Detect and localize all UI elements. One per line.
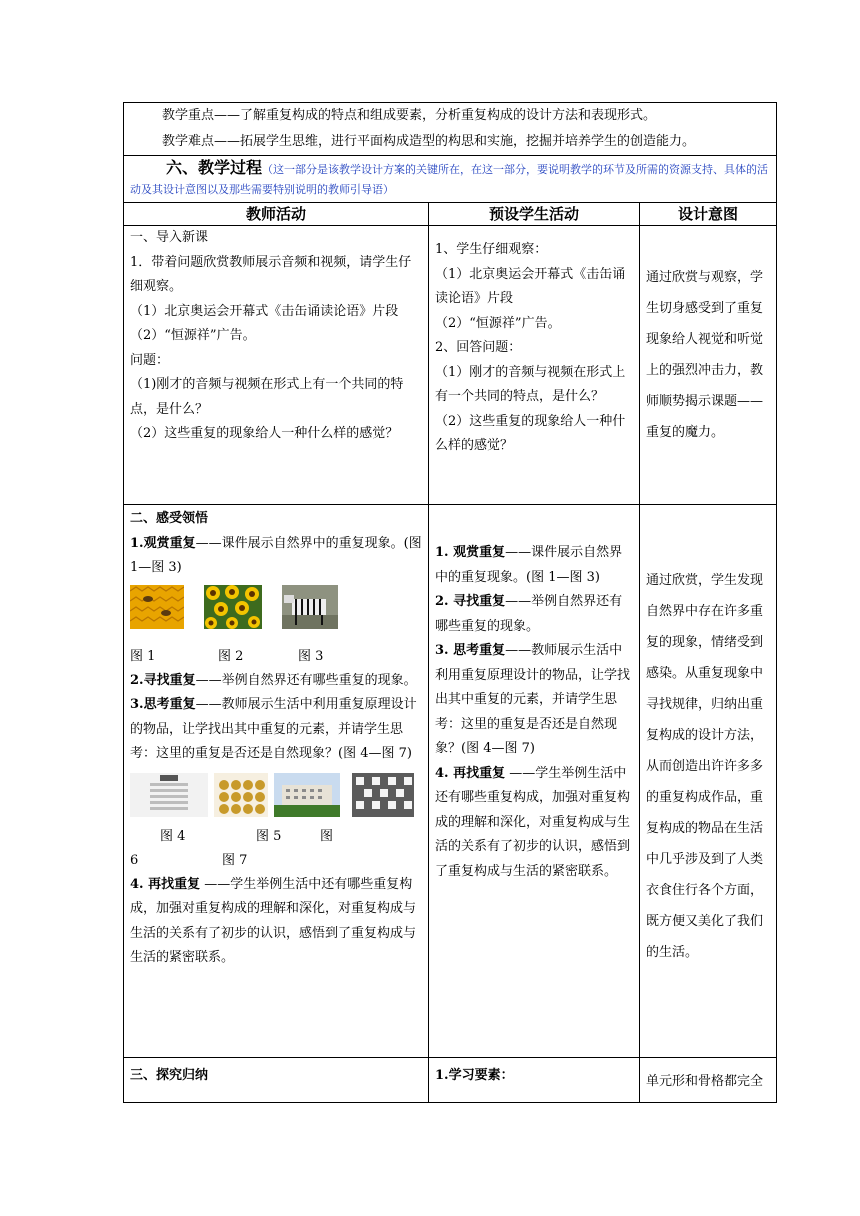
teacher-activity-3 — [124, 1058, 429, 1103]
student-observe: 1、学生仔细观察： — [435, 242, 548, 257]
perceive-title: 二、感受领悟 — [130, 511, 209, 526]
design-intent-3 — [640, 1058, 777, 1103]
student-answer-2: （2）这些重复的现象给人一种什么样的感觉？ — [435, 413, 626, 453]
zebras-image — [282, 585, 338, 629]
chocolates-image — [214, 773, 268, 817]
nature-images — [130, 585, 422, 639]
s-watch-repeat-label: 1. 观赏重复 — [435, 545, 506, 560]
s-think-repeat-label: 3. 思考重复 — [435, 643, 506, 658]
teacher-activity-1 — [124, 226, 429, 505]
s-refind-repeat-label: 4. 再找重复 — [435, 765, 506, 781]
header-teacher: 教师活动 — [124, 203, 429, 226]
refind-repeat-label: 4. 再找重复 — [130, 876, 201, 892]
header-intent: 设计意图 — [640, 203, 777, 226]
student-activity-3 — [429, 1058, 640, 1103]
design-intent-1 — [640, 226, 777, 505]
teaching-difficulty: 教学难点——拓展学生思维，进行平面构成造型的构思和实施，挖掘并培养学生的创造能力。 — [162, 134, 696, 149]
find-repeat-text: ——举例自然界还有哪些重复的现象。 — [195, 672, 417, 688]
honeycomb-image — [130, 585, 184, 629]
row-intro — [124, 226, 777, 505]
teacher-activity-2 — [124, 505, 429, 1058]
caption-fig1: 图 1 — [130, 648, 156, 664]
captions-1-3 — [130, 645, 422, 669]
refind-repeat-text: ——学生举例生活中还有哪些重复构成，加强对重复构成的理解和深化，对重复构成与生活的关系有了初步的认识，感悟到了重复构成与生活的紧密联系。 — [130, 876, 417, 965]
design-intent-2 — [640, 505, 777, 1058]
radiator-image — [130, 773, 208, 817]
intro-question-1: （1)刚才的音频与视频在形式上有一个共同的特点，是什么？ — [130, 377, 404, 417]
student-answer-1: （1）刚才的音频与视频在形式上有一个共同的特点，是什么？ — [435, 364, 626, 404]
find-repeat-label: 2.寻找重复 — [130, 672, 196, 688]
intro-item-2: （2）“恒源祥”广告。 — [130, 328, 256, 343]
s-refind-repeat-text: ——学生举例生活中还有哪些重复构成，加强对重复构成的理解和深化，对重复构成与生活的关系有了初步的认识，感悟到了重复构成与生活的紧密联系。 — [435, 765, 631, 879]
caption-fig7: 图 7 — [222, 852, 248, 868]
intro-question-2: （2）这些重复的现象给人一种什么样的感觉？ — [130, 426, 399, 441]
intro-question-label: 问题： — [130, 352, 170, 368]
student-activity-1 — [429, 226, 640, 505]
s-watch-repeat-text: ——课件展示自然界中的重复现象。(图 1—图 3) — [435, 545, 623, 585]
intro-item-1: （1）北京奥运会开幕式《击缶诵读论语》片段 — [130, 303, 399, 319]
caption-fig2: 图 2 — [218, 648, 244, 664]
caption-fig6-b: 6 — [130, 852, 139, 868]
design-images — [130, 773, 422, 819]
s-find-repeat-text: ——举例自然界还有哪些重复的现象。 — [435, 594, 623, 634]
caption-fig6-a: 图 — [320, 828, 334, 844]
section6-row — [124, 156, 777, 203]
caption-fig4: 图 4 — [160, 828, 186, 844]
header-student: 预设学生活动 — [429, 203, 640, 226]
building-image — [274, 773, 340, 817]
captions-4-7-line2 — [130, 849, 422, 873]
explore-title: 三、探究归纳 — [130, 1068, 209, 1083]
s-think-repeat-text: ——教师展示生活中利用重复原理设计的物品，让学找出其中重复的元素，并请学生思考：这里的重复是否还是自然现象？(图 4—图 7) — [435, 643, 631, 756]
s-find-repeat-label: 2. 寻找重复 — [435, 594, 506, 609]
think-repeat-label: 3.思考重复 — [130, 697, 196, 712]
student-item-2: （2）“恒源祥”广告。 — [435, 315, 561, 331]
section6-heading: 六、教学过程 — [166, 158, 263, 177]
student-activity-2 — [429, 505, 640, 1058]
intro-step-1: 1．带着问题欣赏教师展示音频和视频，请学生仔细观察。 — [130, 254, 412, 294]
think-repeat-text: ——教师展示生活中利用重复原理设计的物品，让学找出其中重复的元素，并请学生思考：这里的重复是否还是自然现象？(图 4—图 7) — [130, 697, 417, 761]
sunflowers-image — [204, 585, 262, 629]
lesson-plan-document — [123, 102, 775, 1103]
learn-elements-label: 1.学习要素： — [435, 1068, 514, 1083]
lesson-plan-table — [123, 102, 777, 1103]
crosswalk-image — [352, 773, 414, 817]
watch-repeat-text: ——课件展示自然界中的重复现象。(图 1—图 3) — [130, 535, 422, 575]
caption-fig3: 图 3 — [298, 648, 324, 664]
column-header-row — [124, 203, 777, 226]
captions-4-7-line1 — [130, 825, 422, 849]
intent-text-3: 单元形和骨格都完全 — [646, 1074, 764, 1089]
intro-title: 一、导入新课 — [130, 230, 209, 245]
watch-repeat-label: 1.观赏重复 — [130, 535, 196, 551]
student-answer-label: 2、回答问题： — [435, 340, 522, 355]
intent-text-1: 通过欣赏与观察，学生切身感受到了重复现象给人视觉和听觉上的强烈冲击力，教师顺势揭示课题——重复的魔力。 — [646, 270, 764, 440]
key-points-row — [124, 103, 777, 156]
section6-note: （这一部分是该教学设计方案的关键所在，在这一部分，要说明教学的环节及所需的资源支持、具体的活动及其设计意图以及那些需要特别说明的教师引导语） — [130, 163, 769, 196]
row-perceive — [124, 505, 777, 1058]
intent-text-2: 通过欣赏，学生发现自然界中存在许多重复的现象，情绪受到感染。从重复现象中寻找规律，归纳出重复构成的设计方法，从而创造出许许多多的重复构成作品，重复构成的物品在生活中几乎涉及到了人类衣食住行各个方面，既方便又美化了我们的生活。 — [646, 573, 764, 960]
caption-fig5: 图 5 — [256, 828, 282, 844]
row-explore — [124, 1058, 777, 1103]
student-item-1: （1）北京奥运会开幕式《击缶诵读论语》片段 — [435, 266, 626, 306]
teaching-focus: 教学重点——了解重复构成的特点和组成要素，分析重复构成的设计方法和表现形式。 — [162, 108, 657, 123]
